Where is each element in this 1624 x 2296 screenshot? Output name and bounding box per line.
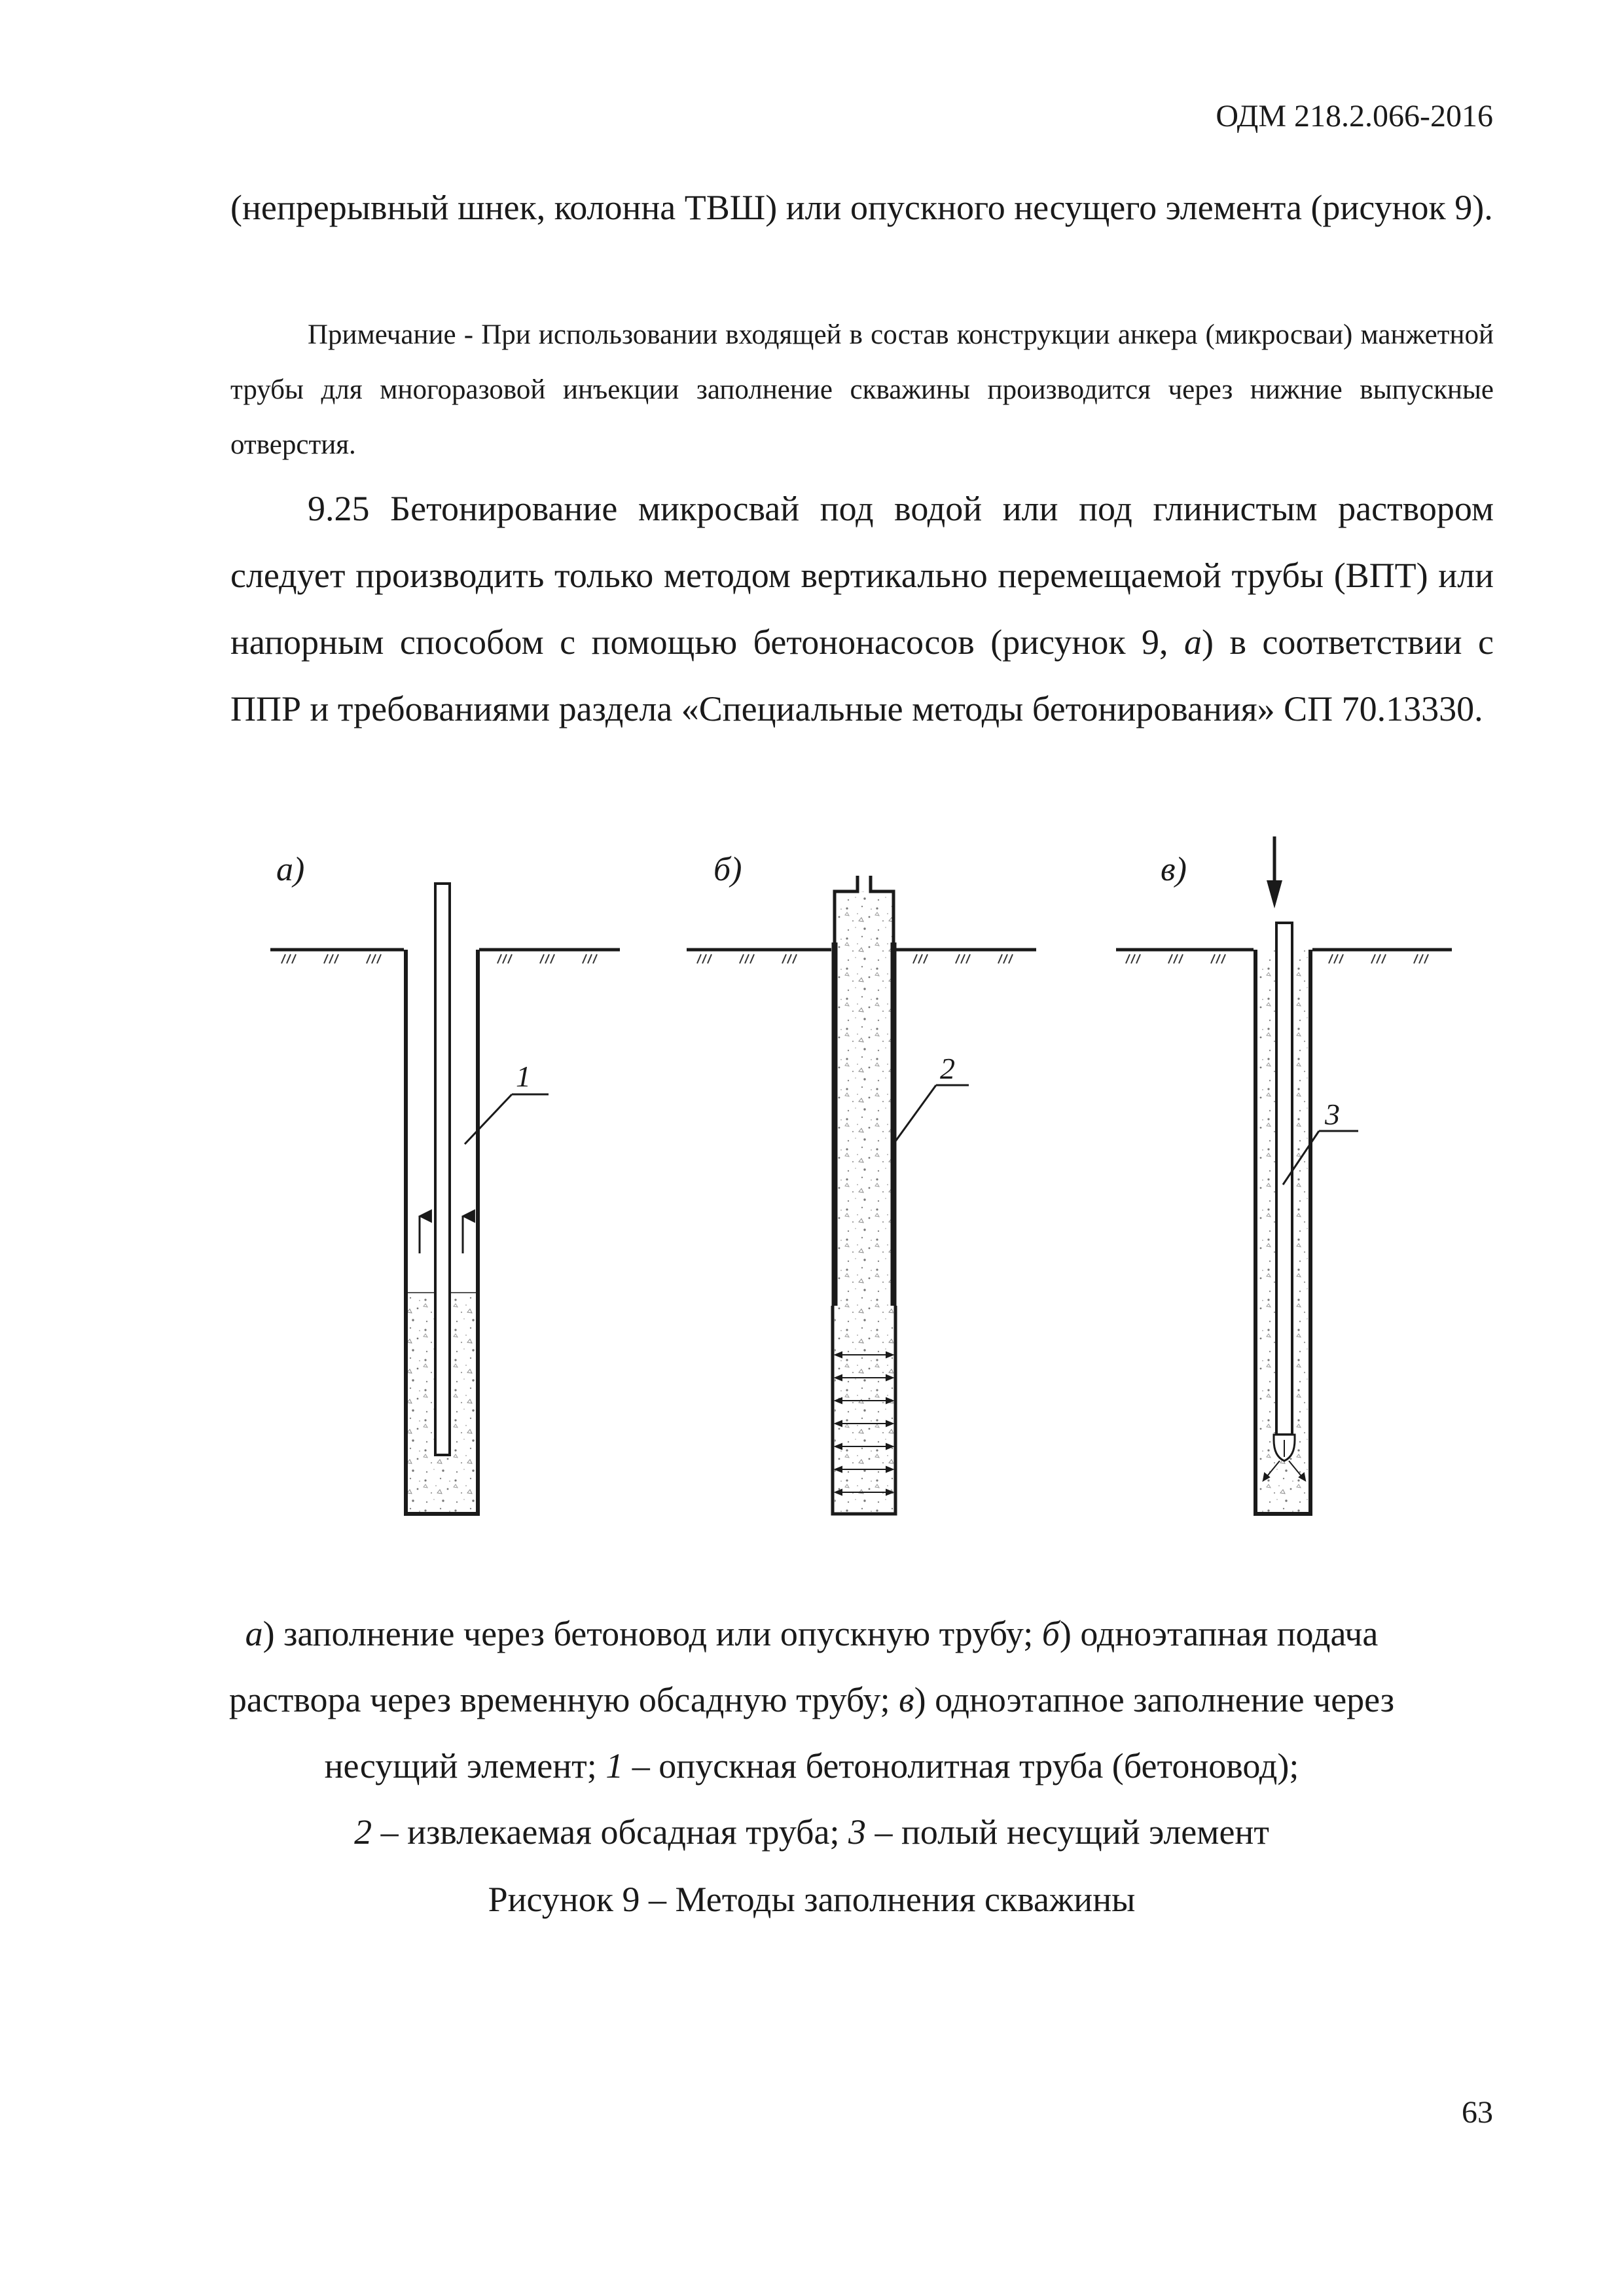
caption-text-v: ) одноэтапное заполнение через несущий элемент; bbox=[324, 1680, 1395, 1785]
figure-title: Рисунок 9 – Методы заполнения скважины bbox=[488, 1880, 1136, 1919]
paragraph-9-25-figure-ref: а bbox=[1184, 622, 1202, 662]
paragraph-9-25 bbox=[230, 475, 1494, 742]
leader-line-2 bbox=[895, 1085, 936, 1142]
leader-line-1 bbox=[465, 1094, 512, 1144]
caption-text-1: – опускная бетонолитная труба (бетоновод); bbox=[623, 1746, 1299, 1785]
panel-v-label: в) bbox=[1161, 851, 1187, 888]
paragraph-continuation: (непрерывный шнек, колонна ТВШ) или опускного несущего элемента (рисунок 9). bbox=[230, 188, 1493, 227]
panel-a bbox=[270, 851, 620, 1514]
concrete-fill bbox=[835, 891, 893, 1514]
figure-9-diagram bbox=[0, 831, 1624, 1571]
down-arrow-icon bbox=[1267, 880, 1282, 908]
caption-key-1: 1 bbox=[605, 1746, 624, 1785]
caption-key-2: 2 bbox=[354, 1812, 372, 1852]
caption-key-v: в bbox=[899, 1680, 914, 1719]
panel-a-label: а) bbox=[276, 851, 305, 888]
figure-caption bbox=[196, 1601, 1427, 1865]
caption-key-b: б bbox=[1041, 1614, 1060, 1653]
paragraph-9-25-text-a: 9.25 Бетонирование микросвай под водой или под глинистым раствором следует производить только методом вертикально перемещаемой трубы (ВПТ) или напорным способом с помощью бетононасосов (рисунок 9, bbox=[230, 489, 1494, 662]
caption-key-a: а bbox=[245, 1614, 263, 1653]
caption-text-3: – полый несущий элемент bbox=[866, 1812, 1269, 1852]
note-paragraph: Примечание - При использовании входящей в состав конструкции анкера (микросваи) манжетной трубы для многоразовой инъекции заполнение скважины производится через нижние выпускные отверстия. bbox=[230, 319, 1494, 460]
panel-b bbox=[687, 851, 1036, 1514]
document-code: ОДМ 218.2.066-2016 bbox=[1216, 99, 1493, 134]
caption-text-a: ) заполнение через бетоновод или опускную трубу; bbox=[262, 1614, 1042, 1653]
paragraph-9-25-text-b: ) в соответствии с ППР и требованиями раздела «Специальные методы бетонирования» СП 70.13330. bbox=[230, 622, 1494, 728]
callout-3: 3 bbox=[1325, 1098, 1340, 1131]
page-number: 63 bbox=[1462, 2095, 1493, 2130]
panel-v bbox=[1116, 836, 1452, 1514]
caption-text-2: – извлекаемая обсадная труба; bbox=[372, 1812, 848, 1852]
caption-text-b: ) одноэтапная подача раствора через временную обсадную трубу; bbox=[228, 1614, 1379, 1719]
panel-b-label: б) bbox=[713, 851, 742, 888]
callout-2: 2 bbox=[940, 1052, 955, 1085]
hollow-bearing-element bbox=[1276, 923, 1292, 1435]
callout-1: 1 bbox=[516, 1060, 531, 1093]
caption-key-3: 3 bbox=[848, 1812, 866, 1852]
tremie-pipe bbox=[435, 884, 450, 1455]
